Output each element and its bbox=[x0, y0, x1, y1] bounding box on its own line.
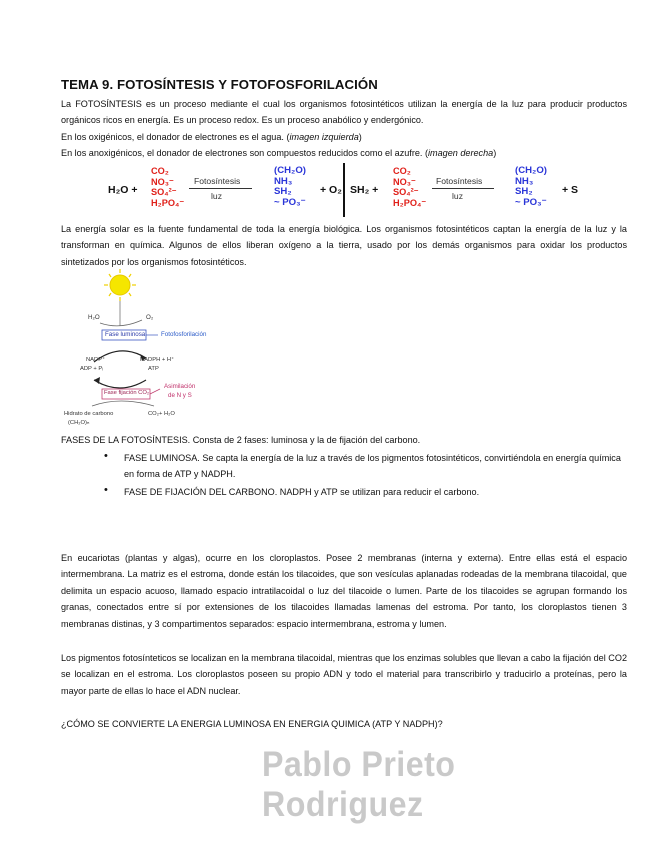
eq-left-arrow-bottom: luz bbox=[211, 191, 222, 201]
bullet-icon: • bbox=[104, 450, 108, 462]
eq-right-arrow bbox=[432, 188, 494, 189]
diagram-fotofosforilacion-label: Fotofosforilación bbox=[161, 331, 207, 338]
pigments-paragraph: Los pigmentos fotosínteticos se localizan en la membrana tilacoidal, mientras que los enzimas solubles que llevan a cabo la fijación del CO2 se localizan en el estroma. Los cloroplastos poseen su propio ADN y todo el material para transcribirlo y traducirlo a proteínas, pero la mayor parte de ellas lo hace el ADN nuclear. bbox=[61, 653, 627, 696]
eq-right-arrow-bottom: luz bbox=[452, 191, 463, 201]
eq-left-nutrient: CO₂ bbox=[151, 166, 169, 176]
eq-right-nutrient: SO₄²⁻ bbox=[393, 187, 419, 197]
oxygenic-line bbox=[61, 129, 362, 145]
water-oxygen-curve bbox=[100, 320, 142, 326]
oxygenic-close: ) bbox=[358, 132, 362, 142]
eq-right-products bbox=[515, 166, 547, 208]
oxygenic-note: imagen izquierda bbox=[289, 132, 359, 142]
carbon-curve bbox=[92, 401, 154, 406]
eq-right-byproduct: + S bbox=[562, 184, 579, 196]
eq-left-products bbox=[274, 166, 306, 208]
eq-right-product: SH₂ bbox=[515, 186, 533, 197]
anoxygenic-line bbox=[61, 145, 496, 161]
eq-left-arrow bbox=[189, 188, 252, 189]
sun-icon bbox=[104, 269, 136, 301]
eq-left-byproduct: + O₂ bbox=[320, 184, 342, 196]
cycle-lower-arrow bbox=[94, 380, 146, 388]
equation-divider bbox=[343, 163, 345, 217]
author-watermark: Pablo Prieto Rodriguez bbox=[262, 745, 456, 824]
bullet-fase-fijacion: FASE DE FIJACIÓN DEL CARBONO. NADPH y ATP se utilizan para reducir el carbono. bbox=[124, 487, 480, 497]
eq-right-product: NH₃ bbox=[515, 175, 534, 187]
bullet-fase-luminosa: FASE LUMINOSA. Se capta la energía de la luz a través de los pigmentos fotosintéticos, convirtiéndola en energía química en forma de ATP y NADPH. bbox=[124, 453, 621, 480]
eq-right-nutrients bbox=[393, 166, 426, 208]
eq-left-nutrient: NO₃⁻ bbox=[151, 176, 174, 187]
eq-left-product: (CH₂O) bbox=[274, 165, 306, 176]
eq-left-arrow-top: Fotosíntesis bbox=[194, 176, 241, 186]
chloroplast-paragraph: En eucariotas (plantas y algas), ocurre en los cloroplastos. Posee 2 membranas (interna y externa). Entre ellas está el espacio intermembrana. La matriz es el estroma, donde están los tilacoides, que son vesículas aplanadas rodeadas de la membrana tilacoidal, que delimita un espacio acuoso, llamado espacio intratilacoidal o luz del tilacoide o lumen. Parte de los tilacoides se agrupan formando los granas, conectados entre sí por extensiones de los tilacoides llamadas lamenas del estroma. Por tanto, los cloroplastos tienen 3 membranas distinas, y 3 compartimentos separados: espacio intermembrana, estroma y lumen. bbox=[61, 553, 627, 629]
eq-left-product: SH₂ bbox=[274, 186, 292, 197]
bullet-icon: • bbox=[104, 484, 108, 496]
diagram-h2o-label: H₂O bbox=[88, 314, 100, 321]
anoxygenic-close: ) bbox=[493, 148, 497, 158]
cycle-lower-arrowhead bbox=[94, 377, 100, 384]
anoxygenic-note: imagen derecha bbox=[428, 148, 494, 158]
diagram-fase-fijacion-label: Fase fijación CO₂ bbox=[104, 390, 150, 396]
diagram-adp-label: ADP + Pᵢ bbox=[80, 366, 104, 372]
diagram-nadp-label: NADP⁺ bbox=[86, 357, 106, 363]
asimilacion-connector bbox=[150, 389, 160, 394]
eq-right-nutrient: NO₃⁻ bbox=[393, 176, 416, 187]
phases-heading: FASES DE LA FOTOSÍNTESIS. Consta de 2 fases: luminosa y la de fijación del carbono. bbox=[61, 435, 421, 445]
eq-right-arrow-top: Fotosíntesis bbox=[436, 176, 483, 186]
solar-energy-paragraph: La energía solar es la fuente fundamental de toda la energía biológica. Los organismos fotosintéticos captan la energía de la luz y la transforman en química. Algunos de ellos liberan oxígeno a la tierra, usado por los demás organismos para oxidar los productos sintetizados por los organismos fotosintéticos. bbox=[61, 224, 627, 267]
diagram-o2-label: O₂ bbox=[146, 314, 154, 321]
oxygenic-text: En los oxigénicos, el donador de electrones es el agua. ( bbox=[61, 132, 290, 142]
eq-right-product: ~ PO₃⁻ bbox=[515, 196, 547, 208]
anoxygenic-text: En los anoxigénicos, el donador de electrones son compuestos reducidos como el azufre. ( bbox=[61, 148, 428, 158]
diagram-hidrato-label: Hidrato de carbono bbox=[64, 411, 114, 417]
diagram-nadph-label: NADPH + H⁺ bbox=[140, 357, 175, 363]
eq-left-nutrient: H₂PO₄⁻ bbox=[151, 197, 185, 208]
eq-right-product: (CH₂O) bbox=[515, 165, 547, 176]
diagram-de-n-y-s-label: de N y S bbox=[168, 392, 192, 399]
phases-diagram-graphics bbox=[80, 268, 220, 433]
intro-paragraph: La FOTOSÍNTESIS es un proceso mediante el cual los organismos fotosintéticos utilizan la energía de la luz para producir productos orgánicos ricos en energía. Es un proceso redox. Es un proceso anabólico y endergónico. bbox=[61, 99, 627, 126]
eq-right-reactant: SH₂ + bbox=[350, 184, 379, 196]
diagram-atp-label: ATP bbox=[148, 366, 159, 372]
eq-left-product: NH₃ bbox=[274, 175, 293, 187]
question-heading: ¿CÓMO SE CONVIERTE LA ENERGIA LUMINOSA EN ENERGIA QUIMICA (ATP Y NADPH)? bbox=[61, 719, 443, 729]
diagram-co2-h2o-label: CO₂+ H₂O bbox=[148, 411, 175, 417]
eq-left-product: ~ PO₃⁻ bbox=[274, 196, 306, 208]
eq-right-nutrient: CO₂ bbox=[393, 166, 411, 176]
eq-left-nutrient: SO₄²⁻ bbox=[151, 187, 177, 197]
diagram-ch2o-label: (CH₂O)ₙ bbox=[68, 420, 90, 426]
eq-left-reactant: H₂O + bbox=[108, 184, 138, 196]
page-title: TEMA 9. FOTOSÍNTESIS Y FOTOFOSFORILACIÓN bbox=[61, 77, 378, 92]
diagram-asimilacion-label: Asimilación bbox=[164, 383, 196, 390]
diagram-fase-luminosa-label: Fase luminosa bbox=[105, 331, 146, 338]
eq-left-nutrients bbox=[151, 166, 184, 208]
eq-right-nutrient: H₂PO₄⁻ bbox=[393, 197, 427, 208]
